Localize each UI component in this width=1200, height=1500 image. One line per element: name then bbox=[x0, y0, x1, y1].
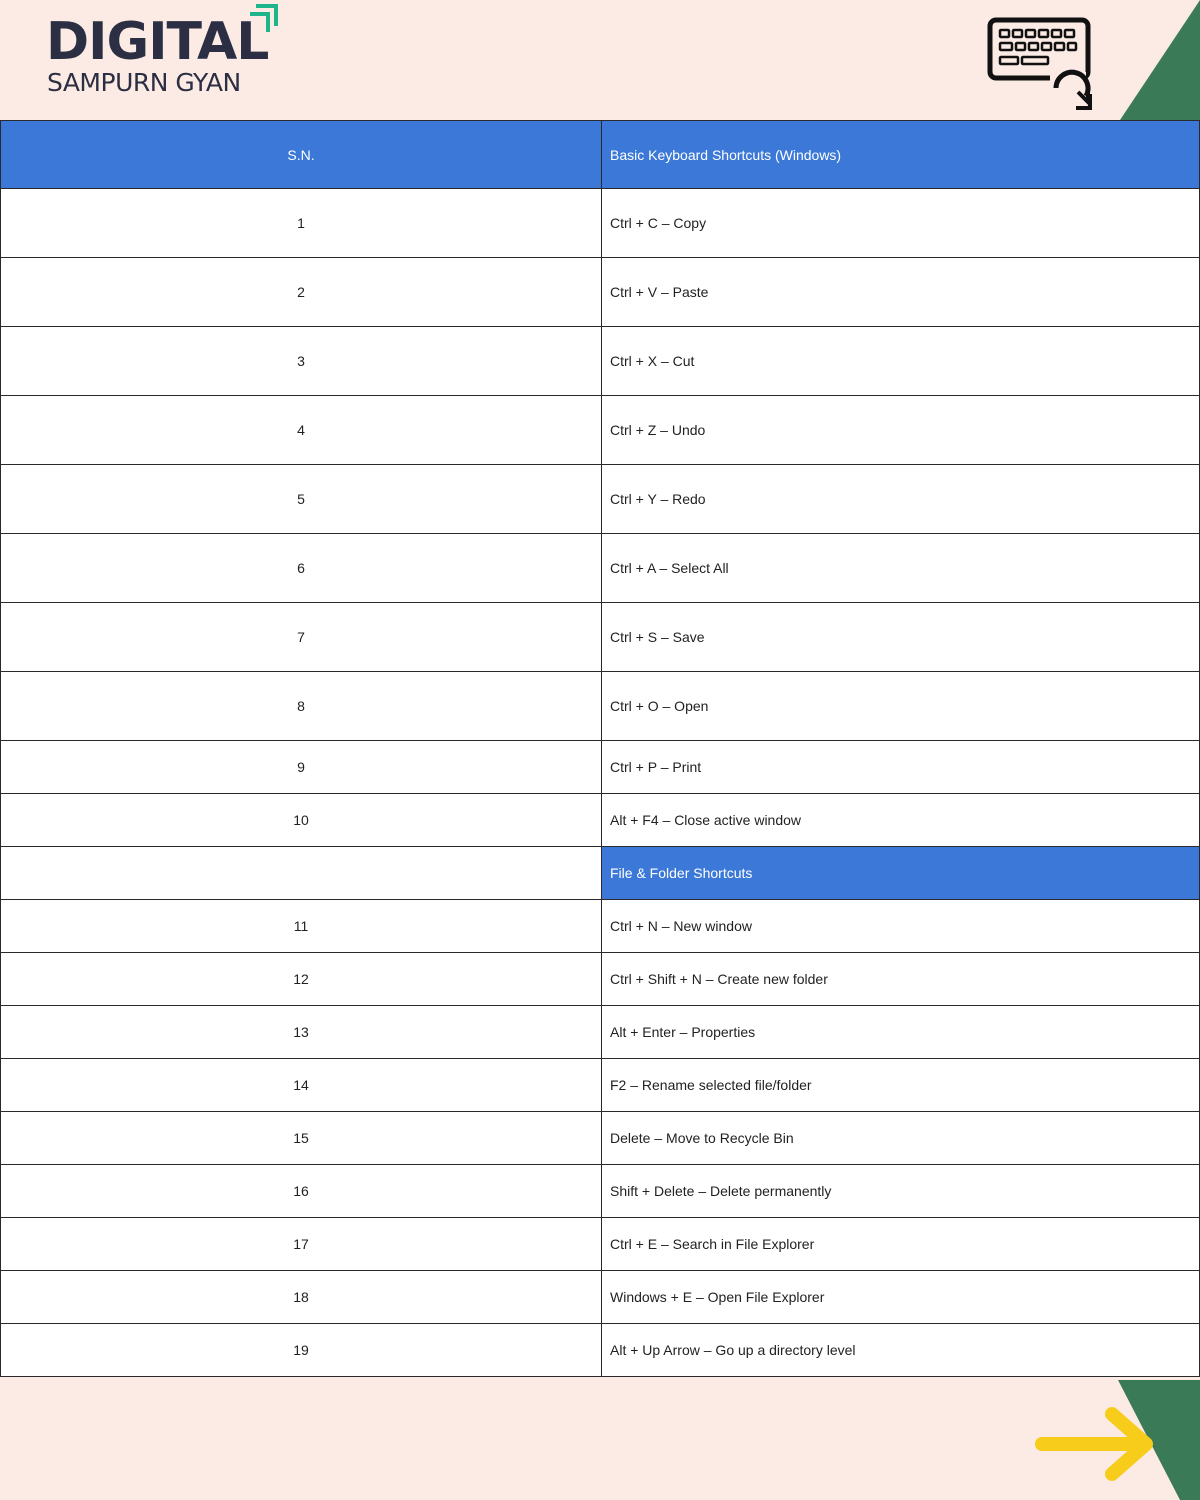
table-row bbox=[0, 603, 1200, 672]
brand-name: DIGITAL bbox=[46, 12, 269, 72]
row-sn: 4 bbox=[0, 396, 602, 464]
table-row bbox=[0, 465, 1200, 534]
table-row bbox=[0, 1112, 1200, 1165]
row-sn: 11 bbox=[0, 900, 602, 952]
table-row bbox=[0, 1271, 1200, 1324]
row-shortcut: Ctrl + A – Select All bbox=[602, 534, 1200, 602]
arrow-right-icon[interactable] bbox=[1034, 1404, 1158, 1484]
row-shortcut: Shift + Delete – Delete permanently bbox=[602, 1165, 1200, 1217]
table-row bbox=[0, 953, 1200, 1006]
row-shortcut: Delete – Move to Recycle Bin bbox=[602, 1112, 1200, 1164]
row-shortcut: F2 – Rename selected file/folder bbox=[602, 1059, 1200, 1111]
row-shortcut: Ctrl + S – Save bbox=[602, 603, 1200, 671]
row-shortcut: Alt + Up Arrow – Go up a directory level bbox=[602, 1324, 1200, 1376]
row-sn: 14 bbox=[0, 1059, 602, 1111]
logo-arrow-icon bbox=[246, 2, 280, 32]
row-shortcut: Alt + F4 – Close active window bbox=[602, 794, 1200, 846]
row-shortcut: Ctrl + X – Cut bbox=[602, 327, 1200, 395]
table-row bbox=[0, 396, 1200, 465]
row-shortcut: Ctrl + P – Print bbox=[602, 741, 1200, 793]
section-sn-empty bbox=[0, 847, 602, 899]
table-row bbox=[0, 189, 1200, 258]
table-row bbox=[0, 534, 1200, 603]
row-sn: 17 bbox=[0, 1218, 602, 1270]
row-sn: 2 bbox=[0, 258, 602, 326]
row-shortcut: Ctrl + Z – Undo bbox=[602, 396, 1200, 464]
row-sn: 5 bbox=[0, 465, 602, 533]
row-sn: 13 bbox=[0, 1006, 602, 1058]
row-shortcut: Ctrl + O – Open bbox=[602, 672, 1200, 740]
row-shortcut: Ctrl + V – Paste bbox=[602, 258, 1200, 326]
table-row bbox=[0, 794, 1200, 847]
row-sn: 15 bbox=[0, 1112, 602, 1164]
table-header-row bbox=[0, 120, 1200, 189]
shortcuts-table bbox=[0, 120, 1200, 1377]
header-sn: S.N. bbox=[0, 121, 602, 188]
table-row bbox=[0, 1059, 1200, 1112]
header-title: Basic Keyboard Shortcuts (Windows) bbox=[602, 121, 1200, 188]
row-sn: 18 bbox=[0, 1271, 602, 1323]
row-sn: 9 bbox=[0, 741, 602, 793]
table-row bbox=[0, 1006, 1200, 1059]
row-sn: 8 bbox=[0, 672, 602, 740]
brand-tagline: SAMPURN GYAN bbox=[47, 68, 241, 97]
row-shortcut: Windows + E – Open File Explorer bbox=[602, 1271, 1200, 1323]
row-sn: 12 bbox=[0, 953, 602, 1005]
table-row bbox=[0, 1218, 1200, 1271]
row-sn: 6 bbox=[0, 534, 602, 602]
section-header-row bbox=[0, 847, 1200, 900]
table-row bbox=[0, 1165, 1200, 1218]
keyboard-refresh-icon bbox=[986, 16, 1100, 112]
table-row bbox=[0, 327, 1200, 396]
table-row bbox=[0, 1324, 1200, 1377]
row-shortcut: Alt + Enter – Properties bbox=[602, 1006, 1200, 1058]
table-row bbox=[0, 900, 1200, 953]
row-sn: 3 bbox=[0, 327, 602, 395]
row-sn: 16 bbox=[0, 1165, 602, 1217]
row-shortcut: Ctrl + C – Copy bbox=[602, 189, 1200, 257]
table-row bbox=[0, 258, 1200, 327]
section-title: File & Folder Shortcuts bbox=[602, 847, 1200, 899]
corner-triangle-top bbox=[1120, 0, 1200, 120]
row-sn: 7 bbox=[0, 603, 602, 671]
row-sn: 1 bbox=[0, 189, 602, 257]
row-shortcut: Ctrl + N – New window bbox=[602, 900, 1200, 952]
table-row bbox=[0, 672, 1200, 741]
row-shortcut: Ctrl + Shift + N – Create new folder bbox=[602, 953, 1200, 1005]
row-shortcut: Ctrl + E – Search in File Explorer bbox=[602, 1218, 1200, 1270]
table-row bbox=[0, 741, 1200, 794]
brand-logo bbox=[46, 6, 286, 106]
row-sn: 10 bbox=[0, 794, 602, 846]
row-shortcut: Ctrl + Y – Redo bbox=[602, 465, 1200, 533]
row-sn: 19 bbox=[0, 1324, 602, 1376]
